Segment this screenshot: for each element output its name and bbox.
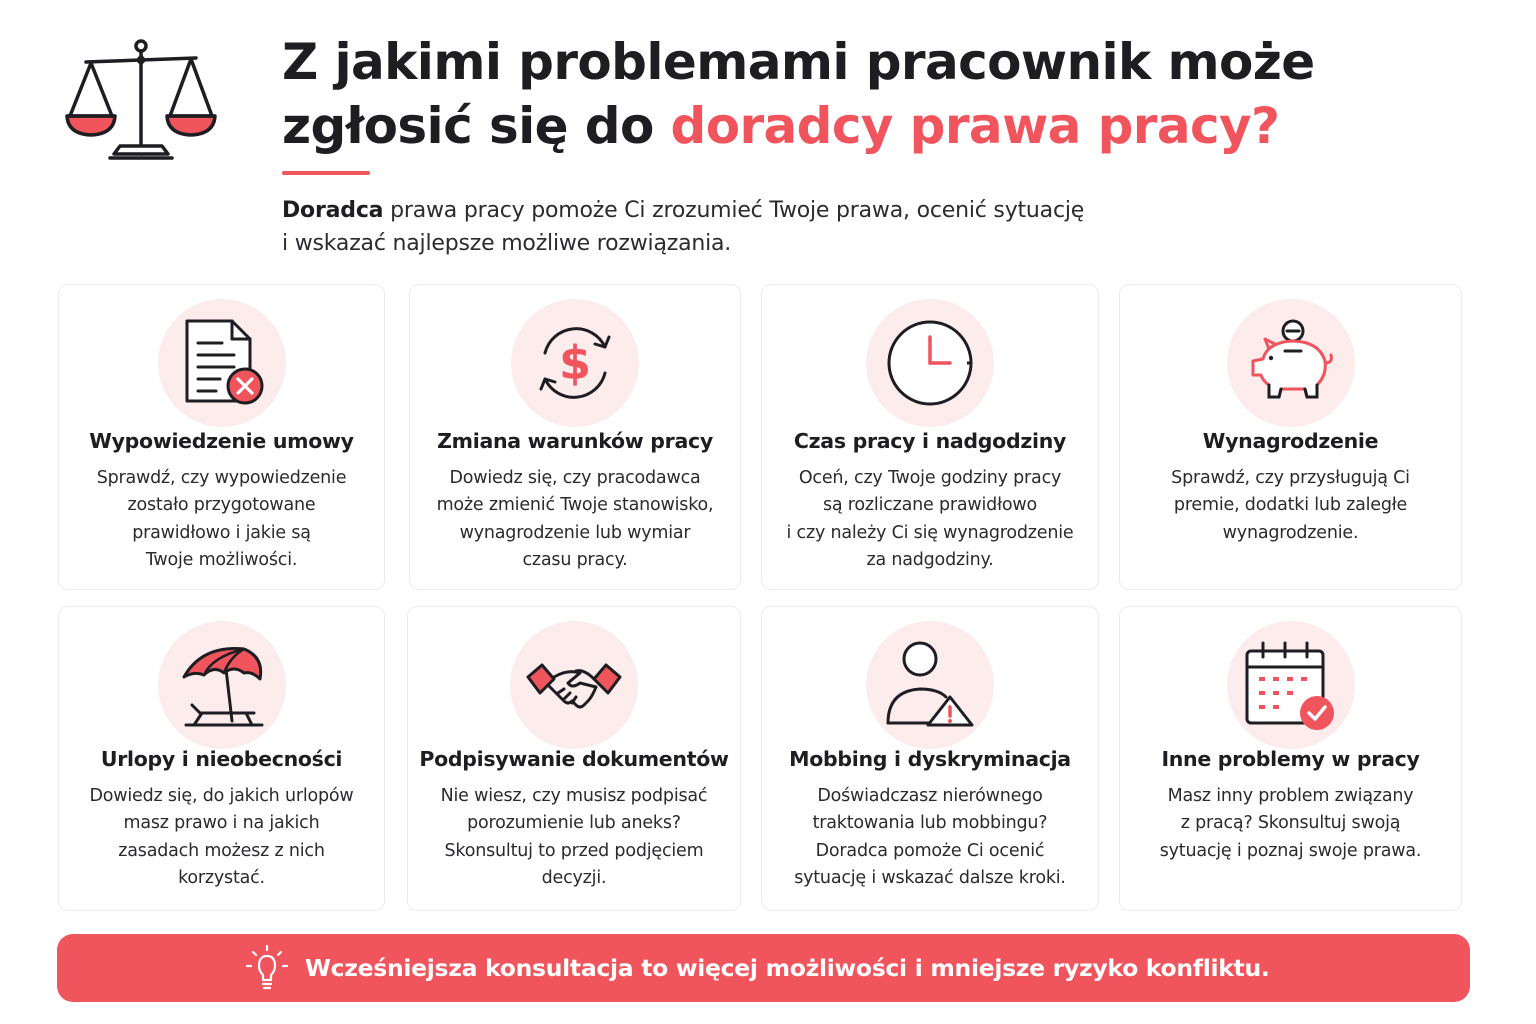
title-line-2: zgłosić się do (282, 97, 671, 155)
title-line-1: Z jakimi problemami pracownik może (282, 33, 1315, 91)
card-desc-line: Sprawdź, czy wypowiedzenie (96, 468, 347, 488)
card-desc-line: zostało przygotowane (127, 495, 316, 516)
title-accent: doradcy prawa pracy? (670, 97, 1280, 155)
icon-circle (866, 299, 994, 427)
icon-circle (866, 621, 994, 749)
card-desc-line: może zmienić Twoje stanowisko, (436, 495, 714, 516)
card-desc-line: korzystać. (178, 867, 265, 888)
card-description (1132, 783, 1449, 865)
page-title (282, 30, 1462, 158)
card-desc-line: Dowiedz się, czy pracodawca (449, 468, 701, 488)
card-title: Podpisywanie dokumentów (419, 747, 729, 771)
card-description (1132, 465, 1449, 547)
card-title: Mobbing i dyskryminacja (789, 747, 1071, 771)
icon-circle (511, 299, 639, 427)
subtitle-bold: Doradca (282, 198, 384, 223)
card-wypowiedzenie (58, 284, 385, 590)
card-title: Czas pracy i nadgodziny (793, 429, 1067, 453)
card-czas-pracy (761, 284, 1099, 590)
beach-umbrella-icon (172, 635, 272, 735)
card-title: Inne problemy w pracy (1161, 747, 1420, 771)
card-description (71, 783, 372, 892)
card-desc-line: są rozliczane prawidłowo (823, 495, 1037, 516)
svg-text:$: $ (558, 336, 592, 390)
card-title: Zmiana warunków pracy (437, 429, 713, 453)
subtitle-line-1: prawa pracy pomoże Ci zrozumieć Twoje prawa, ocenić sytuację (383, 198, 1085, 223)
subtitle-line-2: i wskazać najlepsze możliwe rozwiązania. (282, 231, 732, 256)
banner-text: Wcześniejsza konsultacja to więcej możliwości i mniejsze ryzyko konfliktu. (305, 954, 1270, 982)
card-desc-line: porozumienie lub aneks? (467, 813, 681, 834)
icon-circle (158, 299, 286, 427)
clock-icon (880, 313, 980, 413)
lightbulb-icon (245, 944, 289, 992)
icon-circle (158, 621, 286, 749)
card-wynagrodzenie (1119, 284, 1462, 590)
card-desc-line: czasu pracy. (522, 549, 628, 570)
card-zmiana-warunkow (409, 284, 741, 590)
dollar-exchange-icon (525, 313, 625, 413)
card-description (71, 465, 372, 574)
tip-banner (57, 934, 1470, 1002)
card-desc-line: Nie wiesz, czy musisz podpisać (440, 786, 708, 806)
card-desc-line: Doświadczasz nierównego (817, 786, 1043, 806)
card-desc-line: decyzji. (541, 867, 607, 888)
icon-circle (510, 621, 638, 749)
card-urlopy (58, 606, 385, 911)
icon-circle (1227, 299, 1355, 427)
card-desc-line: za nadgodziny. (866, 549, 994, 570)
card-title: Wynagrodzenie (1202, 429, 1379, 453)
card-desc-line: traktowania lub mobbingu? (812, 813, 1048, 834)
person-warning-icon (880, 635, 980, 735)
card-desc-line: Masz inny problem związany (1167, 786, 1414, 806)
card-desc-line: Sprawdź, czy przysługują Ci (1171, 468, 1410, 488)
card-desc-line: wynagrodzenie lub wymiar (459, 522, 691, 543)
card-desc-line: premie, dodatki lub zaległe (1173, 495, 1408, 516)
card-desc-line: Twoje możliwości. (145, 549, 298, 570)
card-inne-problemy (1119, 606, 1462, 911)
document-cancel-icon (172, 313, 272, 413)
card-description (420, 783, 728, 892)
card-description (422, 465, 728, 574)
card-desc-line: wynagrodzenie. (1222, 522, 1359, 543)
card-desc-line: z pracą? Skonsultuj swoją (1180, 813, 1401, 834)
title-underline (282, 171, 370, 175)
card-title: Urlopy i nieobecności (100, 747, 343, 771)
card-title: Wypowiedzenie umowy (89, 429, 354, 453)
card-description (774, 465, 1086, 574)
card-desc-line: sytuację i wskazać dalsze kroki. (794, 867, 1066, 888)
piggy-bank-icon (1241, 313, 1341, 413)
handshake-icon (524, 635, 624, 735)
card-desc-line: Doradca pomoże Ci ocenić (815, 840, 1045, 861)
scales-of-justice-icon (62, 36, 220, 166)
page-subtitle (282, 194, 1182, 260)
card-desc-line: Oceń, czy Twoje godziny pracy (798, 468, 1062, 488)
card-desc-line: prawidłowo i jakie są (132, 522, 311, 543)
card-podpisywanie (407, 606, 741, 911)
card-description (774, 783, 1086, 892)
card-desc-line: Skonsultuj to przed podjęciem (444, 840, 704, 861)
card-desc-line: zasadach możesz z nich (118, 840, 325, 861)
card-desc-line: i czy należy Ci się wynagrodzenie (786, 522, 1074, 543)
card-desc-line: Dowiedz się, do jakich urlopów (89, 786, 354, 806)
card-desc-line: sytuację i poznaj swoje prawa. (1159, 840, 1422, 861)
calendar-check-icon (1241, 635, 1341, 735)
card-mobbing (761, 606, 1099, 911)
card-desc-line: masz prawo i na jakich (123, 813, 320, 834)
icon-circle (1227, 621, 1355, 749)
